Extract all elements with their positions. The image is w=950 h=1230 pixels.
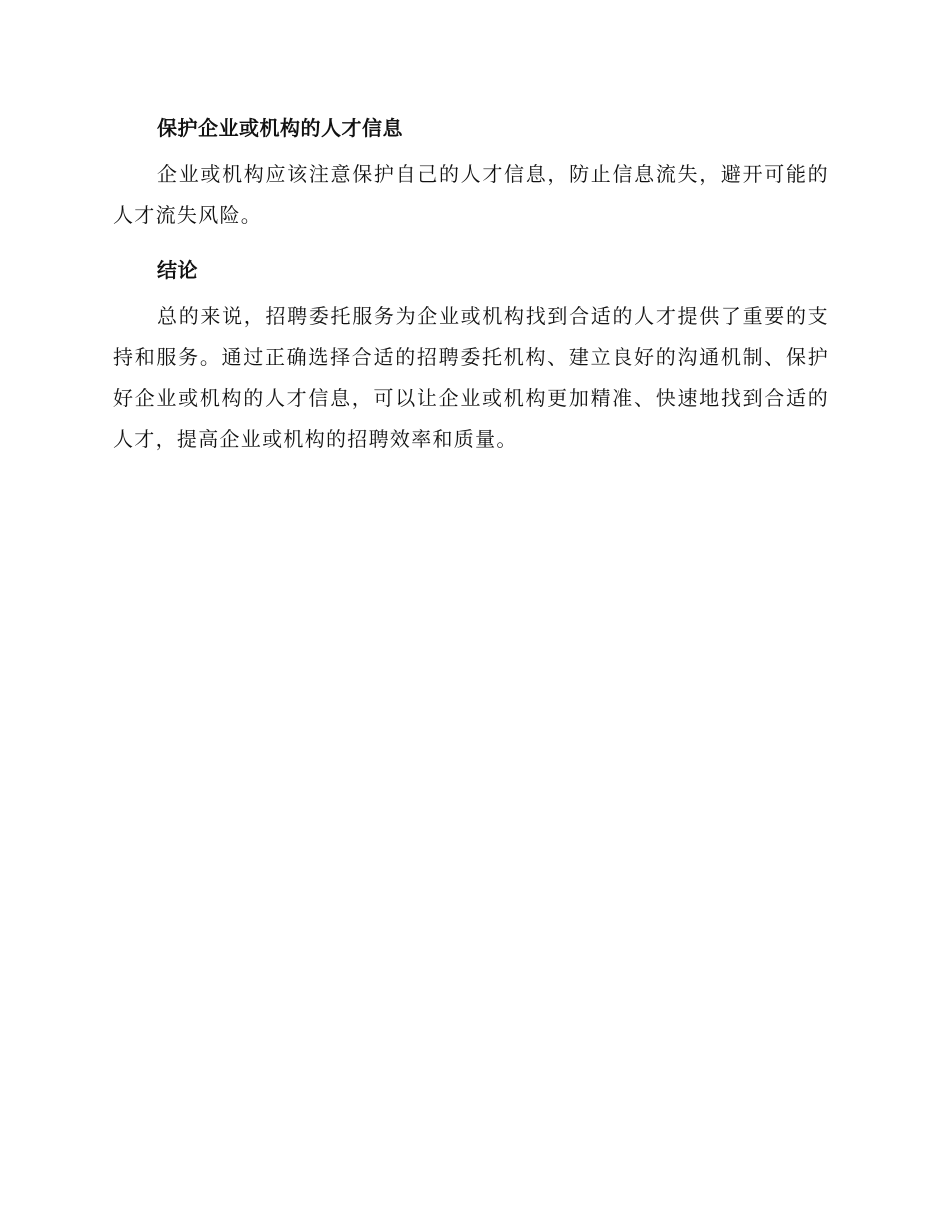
document-body — [113, 108, 829, 460]
section-heading-protect-talent-info: 保护企业或机构的人才信息 — [157, 116, 403, 140]
section-paragraph-conclusion: 总的来说，招聘委托服务为企业或机构找到合适的人才提供了重要的支持和服务。通过正确选择合适的招聘委托机构、建立良好的沟通机制、保护好企业或机构的人才信息，可以让企业或机构更加精准、快速地找到合适的人才，提高企业或机构的招聘效率和质量。 — [113, 304, 829, 451]
section-paragraph-protect-talent-info: 企业或机构应该注意保护自己的人才信息，防止信息流失，避开可能的人才流失风险。 — [113, 162, 829, 227]
section-heading-conclusion: 结论 — [157, 258, 198, 282]
